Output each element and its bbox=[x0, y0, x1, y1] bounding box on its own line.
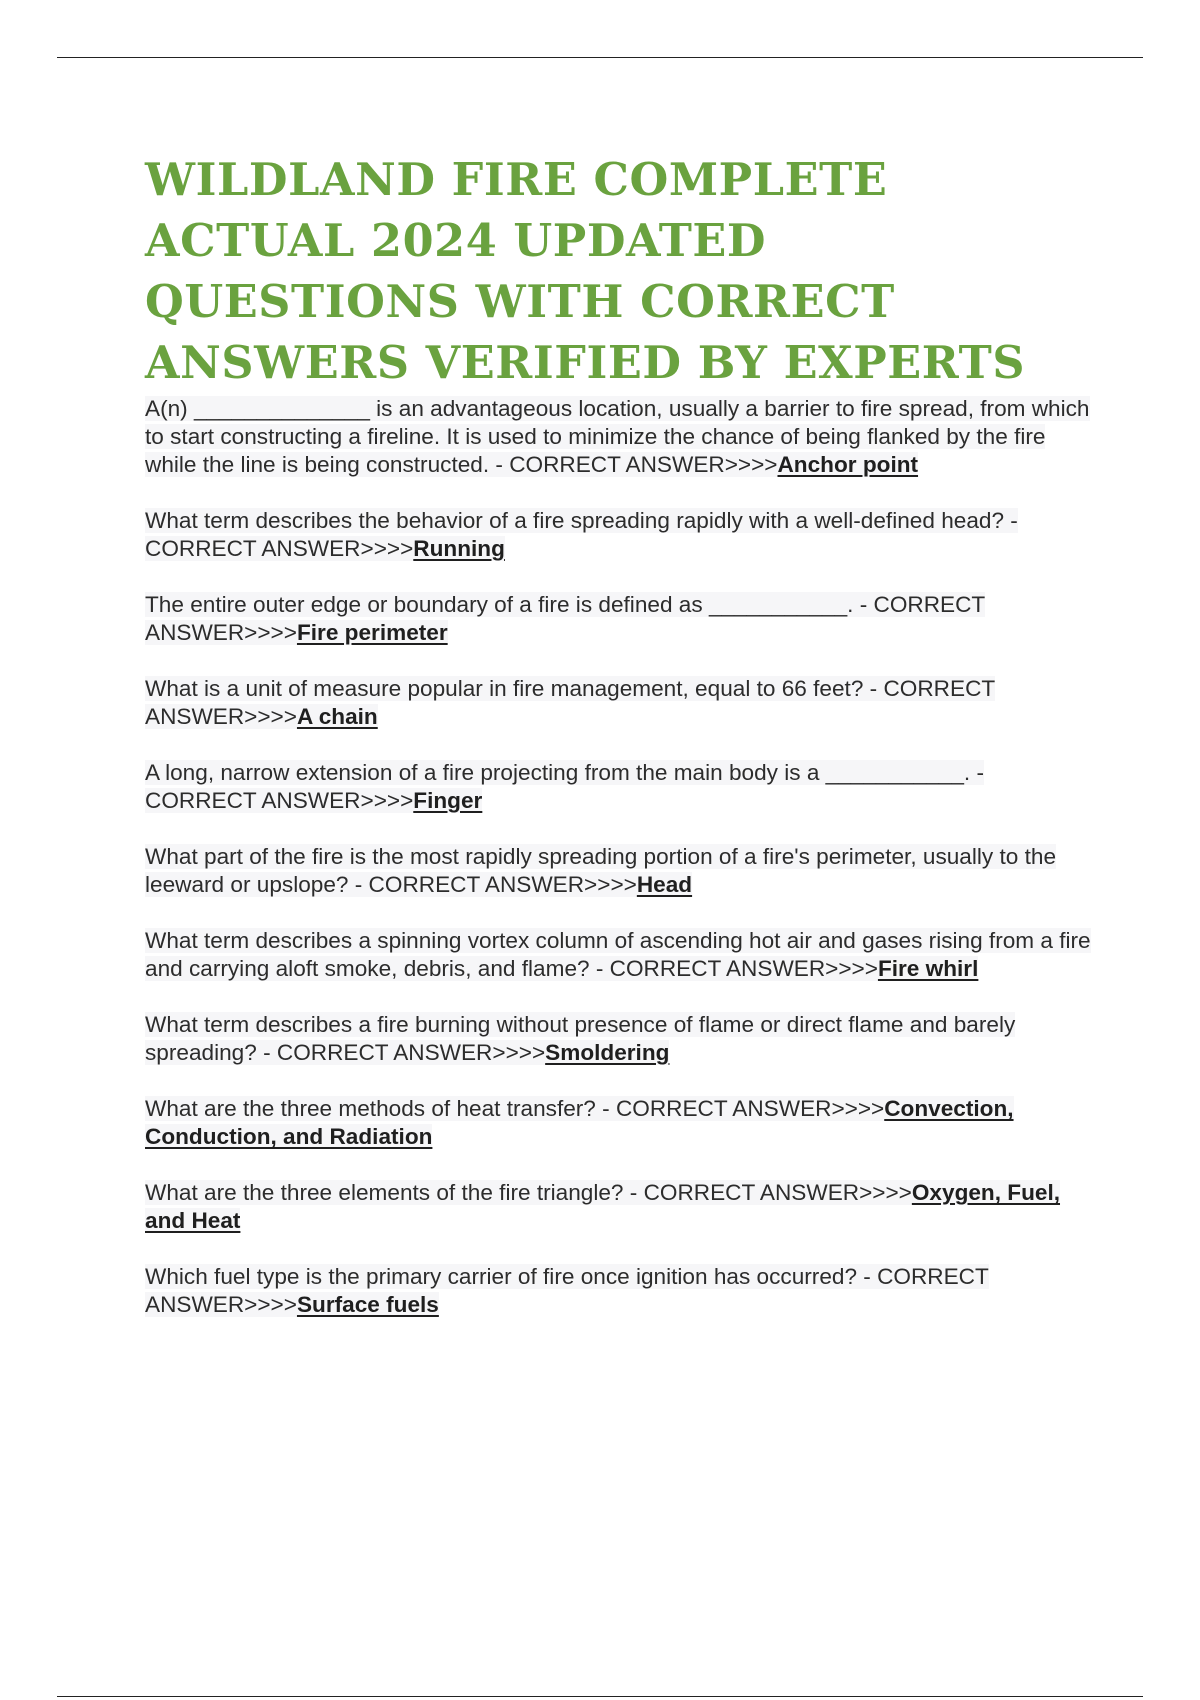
qa-item bbox=[145, 1011, 1095, 1067]
qa-answer: Head bbox=[636, 872, 693, 897]
qa-list bbox=[145, 395, 1095, 1319]
qa-question: The entire outer edge or boundary of a fire is defined as ___________. - CORRECT ANSWER>>>> bbox=[145, 592, 986, 645]
qa-question: What part of the fire is the most rapidly spreading portion of a fire's perimeter, usually to the leeward or upslope? - CORRECT ANSWER>>>> bbox=[145, 844, 1057, 897]
qa-answer: Finger bbox=[413, 788, 483, 813]
qa-item bbox=[145, 1095, 1095, 1151]
qa-item bbox=[145, 395, 1095, 479]
qa-item bbox=[145, 1263, 1095, 1319]
qa-answer: A chain bbox=[296, 704, 378, 729]
document-title: WILDLAND FIRE COMPLETE ACTUAL 2024 UPDATED QUESTIONS WITH CORRECT ANSWERS VERIFIED BY EXPERTS bbox=[145, 154, 1026, 389]
qa-answer: Surface fuels bbox=[296, 1292, 439, 1317]
qa-answer: Convection, Conduction, and Radiation bbox=[145, 1096, 1014, 1149]
qa-item bbox=[145, 843, 1095, 899]
qa-item bbox=[145, 675, 1095, 731]
qa-item bbox=[145, 1179, 1095, 1235]
qa-question: What are the three elements of the fire triangle? - CORRECT ANSWER>>>> bbox=[145, 1180, 912, 1205]
qa-item bbox=[145, 591, 1095, 647]
qa-question: What term describes the behavior of a fire spreading rapidly with a well-defined head? - CORRECT ANSWER>>>> bbox=[145, 508, 1018, 561]
qa-question: What term describes a fire burning without presence of flame or direct flame and barely spreading? - CORRECT ANSWER>>>> bbox=[145, 1012, 1016, 1065]
document-body bbox=[145, 150, 1095, 1347]
qa-question: A(n) ______________ is an advantageous location, usually a barrier to fire spread, from which to start constructing a fireline. It is used to minimize the chance of being flanked by the fire while the line is being constructed. - CORRECT ANSWER>>>> bbox=[145, 396, 1090, 477]
qa-question: What is a unit of measure popular in fire management, equal to 66 feet? - CORRECT ANSWER>>>> bbox=[145, 676, 996, 729]
qa-question: What term describes a spinning vortex column of ascending hot air and gases rising from a fire and carrying aloft smoke, debris, and flame? - CORRECT ANSWER>>>> bbox=[145, 928, 1091, 981]
qa-answer: Smoldering bbox=[545, 1040, 670, 1065]
qa-answer: Fire perimeter bbox=[296, 620, 448, 645]
qa-answer: Fire whirl bbox=[877, 956, 979, 981]
qa-answer: Running bbox=[413, 536, 505, 561]
qa-question: A long, narrow extension of a fire projecting from the main body is a ___________. - CORRECT ANSWER>>>> bbox=[145, 760, 984, 813]
qa-answer: Anchor point bbox=[777, 452, 919, 477]
qa-item bbox=[145, 927, 1095, 983]
qa-question: What are the three methods of heat transfer? - CORRECT ANSWER>>>> bbox=[145, 1096, 885, 1121]
header-rule bbox=[57, 57, 1143, 58]
qa-answer: Oxygen, Fuel, and Heat bbox=[145, 1180, 1061, 1233]
footer-rule bbox=[57, 1696, 1143, 1697]
qa-item bbox=[145, 759, 1095, 815]
qa-item bbox=[145, 507, 1095, 563]
qa-question: Which fuel type is the primary carrier of fire once ignition has occurred? - CORRECT ANSWER>>>> bbox=[145, 1264, 989, 1317]
